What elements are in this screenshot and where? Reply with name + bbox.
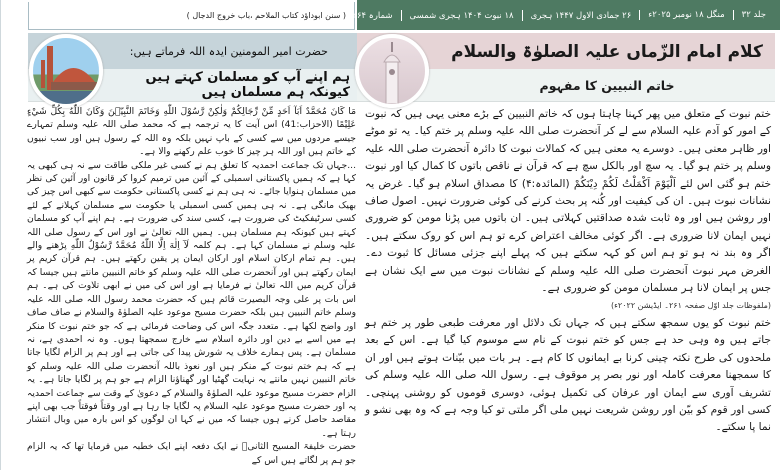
left-subtitle: ہم اپنے آپ کو مسلمان کہتے ہیں کیونکہ ہم مسلمان ہیں — [145, 70, 350, 100]
reference: (ملفوظات جلد اوّل صفحہ ۲۶۱۔ ایڈیشن ۲۰۲۲ء) — [611, 301, 771, 311]
mosque-photo-icon — [29, 34, 103, 108]
paragraph: ختم نبوت کے متعلق میں پھر کہنا چاہتا ہوں کہ خاتم النبیین کے بڑے معنی یہی ہیں کہ نبوت کے امور کو آدم علیہ السلام سے لے کر آنحضرت صلی اللہ علیہ وسلم پر ختم کیا۔ یہ تو موٹے اور ظاہر معنی ہیں۔ دوسرے یہ معنی ہیں کہ کمالات نبوت کا دائرہ آنحضرت صلی اللہ علیہ وسلم پر ختم ہو گیا۔ یہ سچ اور بالکل سچ ہے کہ قرآن نے ناقص باتوں کا کمال کیا اور نبوت ختم ہو گئی اس لئے اَلْيَوْمَ اَكْمَلْتُ لَكُمْ دِيْنَكُمْ (المائدہ:۴) کا مصداق اسلام ہو گیا۔ غرض یہ نشانات نبوت ہیں۔ ان کی کیفیت اور کُنہ پر بحث کرنے کی کوئی ضرورت نہیں۔ اصول صاف اور روشن ہیں اور وہ ثابت شدہ صداقتیں کہلاتی ہیں۔ ان باتوں میں پڑنا مومن کو ضروری نہیں ایمان لانا ضروری ہے۔ اگر کوئی مخالف اعتراض کرے تو ہم اس کو روک سکتے ہیں۔ اگر وہ بند نہ ہو تو ہم اس کو کہہ سکتے ہیں کہ پہلے اپنے جزئی مسائل کا ثبوت دے۔ الغرض مہر نبوت آنحضرت صلی اللہ علیہ وسلم کے نشانات نبوت میں سے ایک نشان ہے جس پر ایمان لانا ہر مسلمان مومن کو ضروری ہے۔ — [365, 108, 771, 295]
right-article-body — [365, 106, 771, 437]
hijri-date: ۲۶ جمادی الاول ۱۴۴۷ ہجری — [522, 10, 640, 21]
right-subtitle: خاتم النبیین کا مفہوم — [539, 77, 675, 93]
paragraph: ختم نبوت کو یوں سمجھ سکتے ہیں کہ جہاں تک دلائل اور معرفت طبعی طور پر ختم ہو جاتے ہیں وہ وہی حد ہے جس کو ختم نبوت کے نام سے موسوم کیا گیا ہے۔ اس کے بعد ملحدوں کی طرح نکتہ چینی کرنا بے ایمانوں کا کام ہے۔ ہر بات میں بیّنات ہوتے ہیں اور ان کا سمجھنا معرفت کاملہ اور نور بصر پر موقوف ہے۔ رسول اللہ صلی اللہ علیہ وسلم کی تشریف آوری سے ایمان اور عرفان کی تکمیل ہوئی، دوسری قوموں کو روشنی پہنچی۔ کسی اور قوم کو بیّن اور روشن شریعت نہیں ملی اگر ملتی تو کیا وجہ ہے کہ وہ بھی نشو و نما پا سکتے۔ — [365, 316, 771, 434]
minaret-photo-icon — [355, 34, 429, 108]
left-column — [0, 0, 357, 470]
citation-text: ( سنن ابوداؤد کتاب الملاحم ،باب خروج الدجال ) — [186, 11, 346, 20]
volume: جلد ۳۲ — [733, 10, 774, 20]
citation-box — [28, 2, 355, 30]
gregorian-date: منگل ۱۸ نومبر ۲۰۲۵ء — [639, 10, 732, 20]
right-column — [352, 0, 780, 470]
left-title: حضرت امیر المومنین ایدہ اللہ فرماتے ہیں: — [129, 44, 328, 58]
paragraph: حضرت خلیفۃ المسیح الثانیؓ نے ایک دفعہ اپنے ایک خطبہ میں فرمایا تھا کہ یہ الزام جو ہم پر لگاتے ہیں اس کے — [27, 441, 356, 466]
right-title: کلام امام الزّماں علیہ الصلوٰۃ والسلام — [451, 41, 763, 62]
paragraph: مَا كَانَ مُحَمَّدٌ اَبَآ اَحَدٍ مِّنْ رِّجَالِكُمْ وَلٰكِنْ رَّسُوْلَ اللّٰهِ وَخَاتَمَ النَّبِيّٖنَ وَكَانَ اللّٰهُ بِكُلِّ شَيْءٍ عَلِيْمًا (الاحزاب:41) اس آیت کا یہ ترجمہ ہے کہ محمد صلی اللہ علیہ وسلم تمہارے جیسے مردوں میں سے کسی کے باپ نہیں بلکہ وہ اللہ کے رسول ہیں اور سب نبیوں کے خاتم ہیں اور اللہ ہر چیز کا خوب علم رکھنے والا ہے۔ — [27, 106, 356, 158]
hijri-shamsi-date: ۱۸ نبوت ۱۴۰۴ ہجری شمسی — [401, 10, 522, 21]
paragraph: ...جہاں تک جماعت احمدیہ کا تعلق ہم نے کسی غیر ملکی طاقت سے نہ ہی کبھی یہ کہا ہے کہ ہمیں پاکستانی اسمبلی کے آئین میں ترمیم کروا کر قانون اور آئین کی نظر میں مسلمان ہنوایا جائے۔ نہ ہی ہم نے کسی پاکستانی حکومت سے کبھی اس چیز کی بھیک مانگی ہے۔ نہ ہی ہمیں کسی اسمبلی یا حکومت سے مسلمان کہلانے کے لئے کسی سرٹیفکیٹ کی ضرورت ہے، کسی سند کی ضرورت ہے۔ ہم اپنے آپ کو مسلمان کہتے ہیں کیونکہ ہم مسلمان ہیں۔ ہمیں اللہ تعالیٰ نے اور اس کے رسول صلی اللہ علیہ وسلم نے مسلمان کہا ہے۔ ہم کلمہ لَآ اِلٰهَ اِلَّا اللّٰهُ مُحَمَّدٌ رَّسُوْلُ اللّٰهِ پڑھنے والے ہیں۔ ہم تمام ارکان اسلام اور ارکان ایمان پر یقین رکھتے ہیں۔ ہم قرآن کریم پر ایمان رکھتے ہیں اور آنحضرت صلی اللہ علیہ وسلم کو خاتم النبیین مانتے ہیں جیسا کہ قرآن کریم میں اللہ تعالیٰ نے فرمایا ہے اور اس کی میں نے ابھی تلاوت کی ہے۔ ہم اس بات پر علی وجہ البصیرت قائم ہیں کہ حضرت محمد رسول اللہ صلی اللہ علیہ وسلم خاتم النبیین ہیں بلکہ حضرت مسیح موعود علیہ الصلوٰۃ والسلام نے صاف صاف اور واضح لکھا ہے۔ متعدد جگہ اس کی وضاحت فرمائی ہے کہ جو ختم نبوت کا منکر ہے میں اسے بے دین اور دائرہ اسلام سے خارج سمجھتا ہوں۔ وہ نہ احمدی ہے، نہ مسلمان ہے۔ پس ہمارے خلاف یہ شورش پیدا کی جاتی ہے اور ہم پر الزام لگایا جاتا ہے کہ ہم ختم نبوت کے منکر ہیں اور نعوذ باللہ آنحضرت صلی اللہ علیہ وسلم کو خاتم النبیین نہیں مانتے یہ نہایت گھٹیا اور گھناؤنا الزام ہے جو ہم پر لگایا جاتا ہے۔ یہ الزام حضرت مسیح موعود علیہ الصلوٰۃ والسلام کے دعویٰ کے وقت سے جماعت احمدیہ پہ اور حضرت مسیح موعود علیہ السلام پہ لگایا جا رہا ہے اور وقتاً فوقتاً جب بھی اپنے مقاصد حاصل کرنے ہوں جیسا کہ میں نے کہا ان لوگوں کو اس بارہ میں وبال انتشار رہتا ہے۔ — [27, 159, 356, 439]
left-article-body — [27, 105, 356, 467]
issue-number: شمارہ ۲۶۴ — [352, 10, 393, 21]
issue-header-bar — [352, 0, 780, 30]
